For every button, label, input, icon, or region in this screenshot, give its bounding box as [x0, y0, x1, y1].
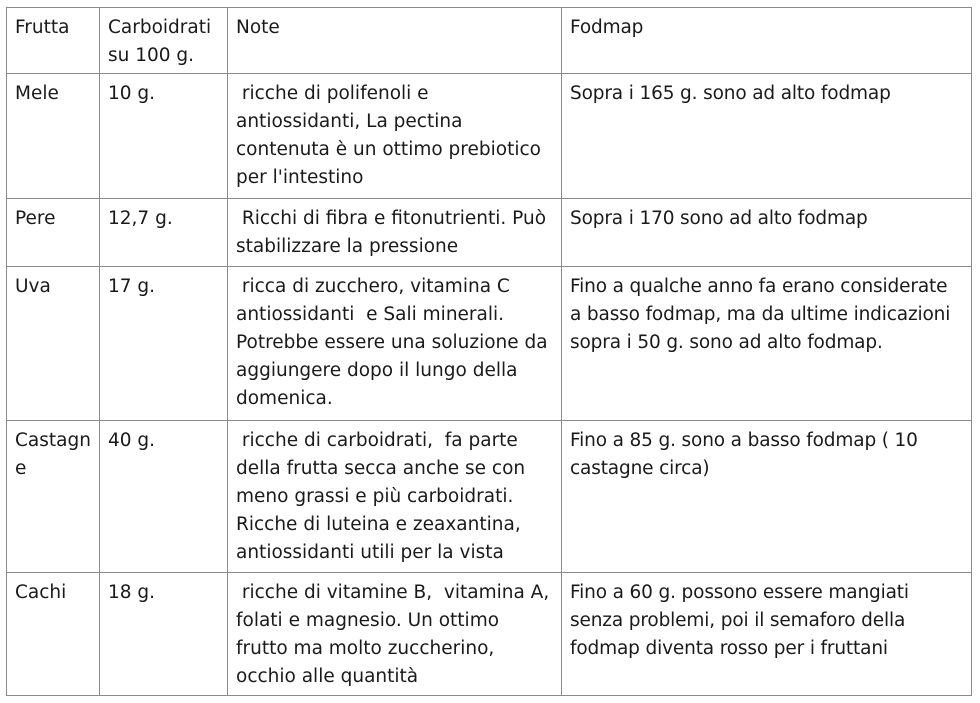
table-header-row	[7, 8, 972, 74]
cell-fodmap: Sopra i 165 g. sono ad alto fodmap	[562, 74, 972, 199]
table-row	[7, 573, 972, 696]
cell-note: Ricchi di fibra e fitonutrienti. Può stabilizzare la pressione	[228, 199, 562, 267]
cell-carbs: 17 g.	[100, 267, 228, 421]
cell-fruit: Uva	[7, 267, 100, 421]
table-row	[7, 421, 972, 573]
cell-note: ricche di carboidrati, fa parte della frutta secca anche se con meno grassi e più carboidrati. Ricche di luteina e zeaxantina, antiossidanti utili per la vista	[228, 421, 562, 573]
table-row	[7, 74, 972, 199]
cell-fodmap: Fino a qualche anno fa erano considerate a basso fodmap, ma da ultime indicazioni sopra i 50 g. sono ad alto fodmap.	[562, 267, 972, 421]
cell-fruit: Castagne	[7, 421, 100, 573]
fruit-table	[6, 7, 972, 696]
cell-fodmap: Fino a 85 g. sono a basso fodmap ( 10 castagne circa)	[562, 421, 972, 573]
table-row	[7, 199, 972, 267]
cell-fruit: Mele	[7, 74, 100, 199]
cell-fruit: Cachi	[7, 573, 100, 696]
cell-note: ricca di zucchero, vitamina C antiossidanti e Sali minerali. Potrebbe essere una soluzione da aggiungere dopo il lungo della domenica.	[228, 267, 562, 421]
cell-carbs: 18 g.	[100, 573, 228, 696]
header-carbs: Carboidrati su 100 g.	[100, 8, 228, 74]
header-note: Note	[228, 8, 562, 74]
cell-carbs: 40 g.	[100, 421, 228, 573]
cell-fruit: Pere	[7, 199, 100, 267]
header-fruit: Frutta	[7, 8, 100, 74]
cell-note: ricche di vitamine B, vitamina A, folati e magnesio. Un ottimo frutto ma molto zuccherino, occhio alle quantità	[228, 573, 562, 696]
cell-fodmap: Sopra i 170 sono ad alto fodmap	[562, 199, 972, 267]
cell-carbs: 12,7 g.	[100, 199, 228, 267]
table-row	[7, 267, 972, 421]
cell-fodmap: Fino a 60 g. possono essere mangiati senza problemi, poi il semaforo della fodmap diventa rosso per i fruttani	[562, 573, 972, 696]
cell-note: ricche di polifenoli e antiossidanti, La pectina contenuta è un ottimo prebiotico per l'intestino	[228, 74, 562, 199]
cell-carbs: 10 g.	[100, 74, 228, 199]
header-fodmap: Fodmap	[562, 8, 972, 74]
